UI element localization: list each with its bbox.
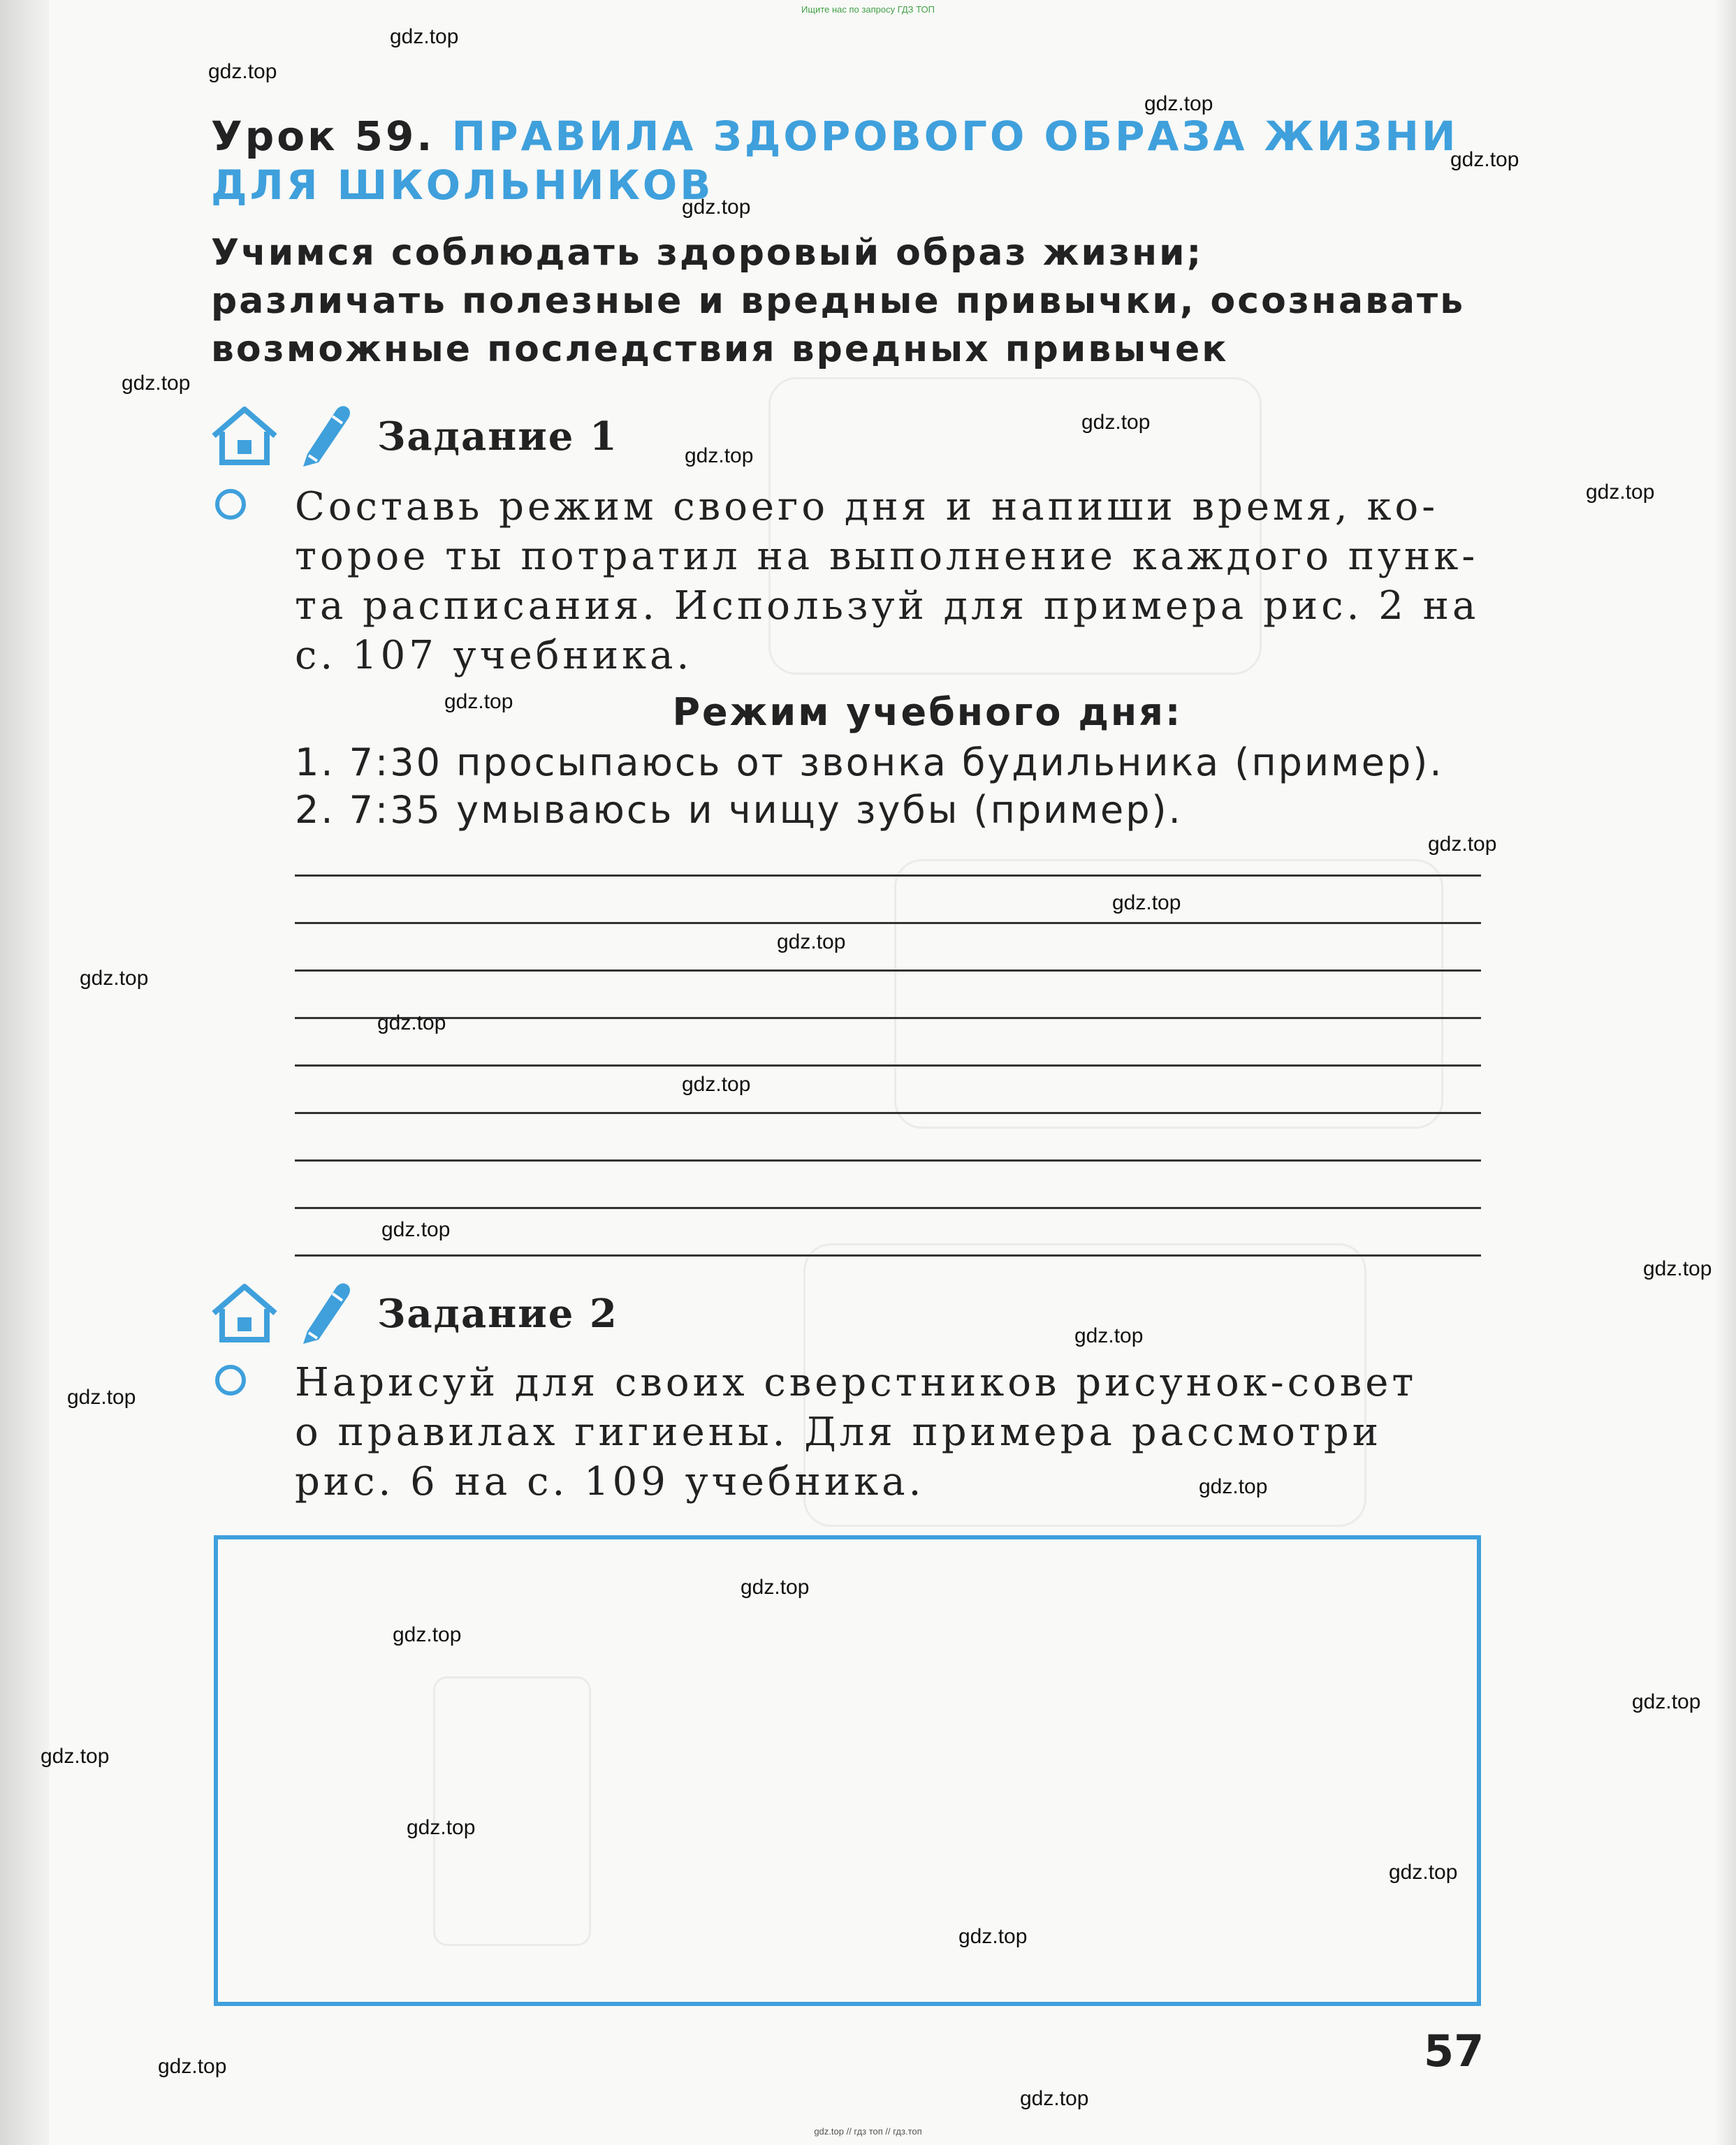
watermark[interactable]: gdz.top — [1199, 1475, 1268, 1498]
watermark[interactable]: gdz.top — [1144, 92, 1213, 115]
task2-text-line: Нарисуй для своих сверстников рисунок-совет — [295, 1360, 1417, 1405]
drawing-area[interactable] — [214, 1535, 1481, 2006]
page-number: 57 — [1424, 2026, 1485, 2077]
answer-line[interactable] — [295, 1017, 1481, 1019]
answer-line[interactable] — [295, 1254, 1481, 1257]
watermark[interactable]: gdz.top — [407, 1816, 476, 1839]
pencil-icon — [293, 1277, 356, 1347]
lesson-number: Урок 59. — [211, 112, 435, 160]
lesson-topic-line1: ПРАВИЛА ЗДОРОВОГО ОБРАЗА ЖИЗНИ — [451, 112, 1459, 160]
watermark[interactable]: gdz.top — [1074, 1324, 1144, 1347]
answer-line[interactable] — [295, 1159, 1481, 1162]
task2-heading: Задание 2 — [377, 1291, 618, 1337]
watermark[interactable]: gdz.top — [958, 1925, 1028, 1948]
task2-text-line: рис. 6 на с. 109 учебника. — [295, 1459, 925, 1505]
header-note[interactable]: Ищите нас по запросу ГДЗ ТОП — [801, 4, 935, 15]
watermark[interactable]: gdz.top — [682, 1073, 751, 1096]
watermark[interactable]: gdz.top — [158, 2055, 227, 2078]
watermark[interactable]: gdz.top — [1081, 411, 1151, 434]
watermark[interactable]: gdz.top — [1450, 148, 1519, 171]
task1-text-line: та расписания. Используй для примера рис. 2 на — [295, 583, 1480, 629]
watermark[interactable]: gdz.top — [1643, 1257, 1712, 1280]
task2-checkbox[interactable] — [215, 1365, 246, 1396]
watermark[interactable]: gdz.top — [682, 196, 751, 219]
task1-text-line: с. 107 учебника. — [295, 633, 693, 678]
schedule-item: 1. 7:30 просыпаюсь от звонка будильника (пример). — [295, 740, 1444, 784]
lesson-title — [211, 112, 1489, 210]
watermark[interactable]: gdz.top — [381, 1218, 451, 1241]
watermark[interactable]: gdz.top — [122, 372, 191, 395]
watermark[interactable]: gdz.top — [1389, 1861, 1458, 1884]
home-icon — [210, 404, 279, 468]
lesson-goals — [211, 229, 1489, 374]
answer-line[interactable] — [295, 1207, 1481, 1209]
answer-line[interactable] — [295, 922, 1481, 924]
goals-line: Учимся соблюдать здоровый образ жизни; — [211, 232, 1204, 274]
watermark[interactable]: gdz.top — [777, 930, 846, 953]
lesson-topic-line2: ДЛЯ ШКОЛЬНИКОВ — [211, 161, 714, 209]
watermark[interactable]: gdz.top — [377, 1011, 446, 1034]
page-shadow-right — [1715, 0, 1736, 2145]
watermark[interactable]: gdz.top — [41, 1745, 110, 1768]
answer-line[interactable] — [295, 969, 1481, 972]
watermark[interactable]: gdz.top — [1112, 891, 1181, 914]
home-icon — [210, 1281, 279, 1345]
pencil-icon — [293, 400, 356, 469]
watermark[interactable]: gdz.top — [390, 25, 459, 48]
watermark[interactable]: gdz.top — [1428, 833, 1497, 856]
task2-text-line: о правилах гигиены. Для примера рассмотри — [295, 1410, 1383, 1455]
watermark[interactable]: gdz.top — [741, 1576, 810, 1599]
watermark[interactable]: gdz.top — [1586, 481, 1655, 504]
answer-line[interactable] — [295, 874, 1481, 877]
watermark[interactable]: gdz.top — [208, 60, 277, 83]
watermark[interactable]: gdz.top — [685, 444, 754, 467]
watermark[interactable]: gdz.top — [80, 967, 149, 990]
watermark[interactable]: gdz.top — [393, 1623, 462, 1646]
goals-line: возможные последствия вредных привычек — [211, 328, 1229, 370]
task1-text — [295, 482, 1482, 680]
watermark[interactable]: gdz.top — [1632, 1690, 1701, 1713]
task1-checkbox[interactable] — [215, 489, 246, 520]
answer-line[interactable] — [295, 1112, 1481, 1114]
watermark[interactable]: gdz.top — [1020, 2087, 1089, 2110]
answer-line[interactable] — [295, 1064, 1481, 1067]
task1-text-line: торое ты потратил на выполнение каждого пунк- — [295, 534, 1479, 579]
goals-line: различать полезные и вредные привычки, осознавать — [211, 280, 1466, 322]
watermark[interactable]: gdz.top — [444, 690, 513, 713]
page-shadow-left — [0, 0, 49, 2145]
schedule-item: 2. 7:35 умываюсь и чищу зубы (пример). — [295, 788, 1183, 832]
task1-text-line: Составь режим своего дня и напиши время, ко- — [295, 484, 1439, 529]
footer-note[interactable]: gdz.top // гдз топ // гдз.топ — [814, 2126, 922, 2137]
schedule-title: Режим учебного дня: — [672, 690, 1183, 734]
task1-heading: Задание 1 — [377, 413, 618, 460]
watermark[interactable]: gdz.top — [67, 1386, 136, 1409]
task2-text — [295, 1358, 1482, 1507]
